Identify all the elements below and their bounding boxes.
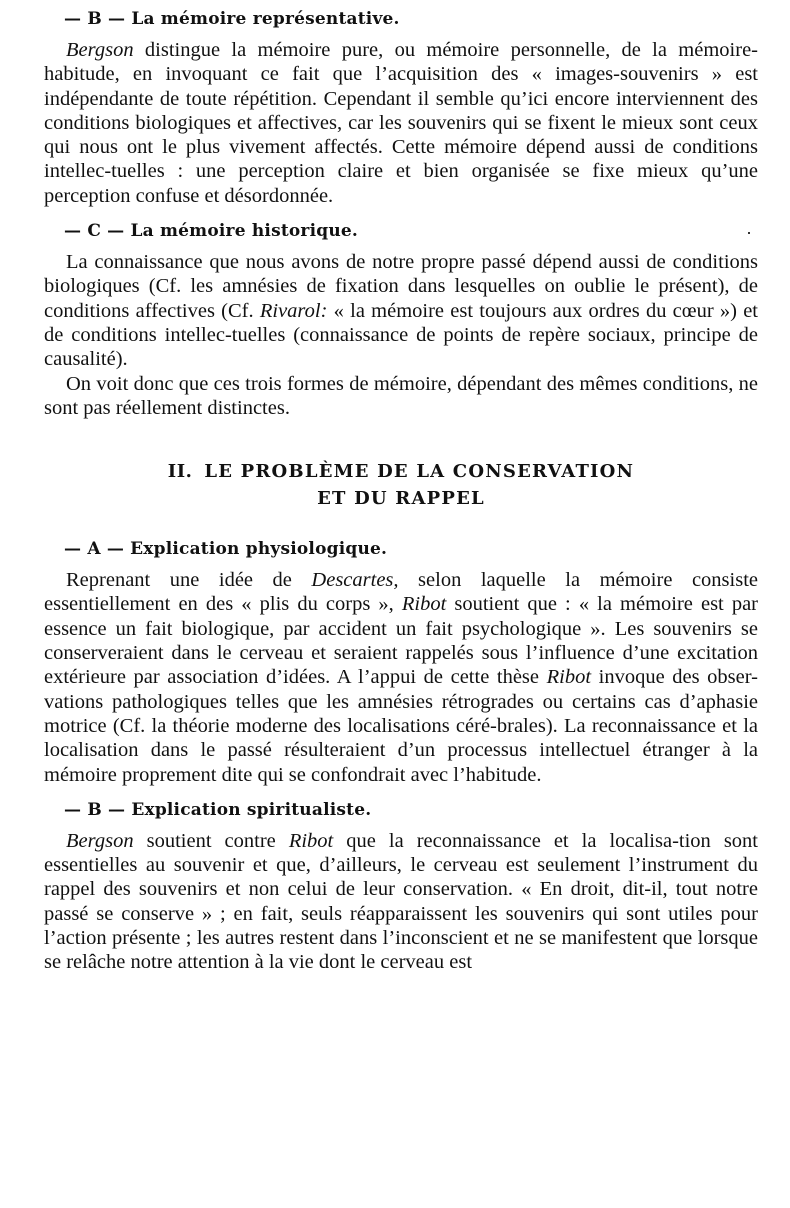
part-two-title [44,458,758,512]
paragraph-explication-spiritualiste: Bergson soutient contre Ribot que la reconnaissance et la localisa-tion sont essentielles au souvenir et que, d’ailleurs, le cerveau est seulement l’instrument du rappel des souvenirs et non celui de leur conservation. « En droit, dit-il, tout notre passé se conserve » ; en fait, seuls réapparaissent les souvenirs qui sont utiles pour l’action présente ; les autres restent dans l’inconscient et ne se manifestent que lorsque se relâche notre attention à la vie dont le cerveau est [44,829,758,974]
paragraph-memoire-historique-1: La connaissance que nous avons de notre propre passé dépend aussi de conditions biologiques (Cf. les amnésies de fixation dans lesquelles on oublie le présent), de conditions affectives (Cf. Rivarol: « la mémoire est toujours aux ordres du cœur ») et de conditions intellec-tuelles (connaissance de points de repère sociaux, principe de causalité). [44,251,758,371]
paragraph-memoire-representative: Bergson distingue la mémoire pure, ou mémoire personnelle, de la mémoire-habitude, en invoquant ce fait que l’acquisition des « images-souvenirs » est indépendante de toute répétition. Cependant il semble qu’ici encore interviennent des conditions biologiques et affectives, car les souvenirs qui se fixent le mieux sont ceux qui nous ont le plus vivement affectés. Cette mémoire dépend aussi de conditions intellec-tuelles : une perception claire et bien organisée se fixe mieux qu’une perception confuse et désordonnée. [44,39,758,207]
italic-name-bergson: Bergson [66,829,134,852]
part-title-line1: LE PROBLÈME DE LA CONSERVATION [204,461,635,483]
heading-b-memoire-representative: — B — La mémoire représentative. [64,9,400,29]
heading-b-explication-spiritualiste: — B — Explication spiritualiste. [64,799,372,820]
paragraph-explication-physiologique: Reprenant une idée de Descartes, selon laquelle la mémoire consiste essentiellement en des « plis du corps », Ribot soutient que : « la mémoire est par essence un fait biologique, par accident un fait psychologique ». Les souvenirs se conserveraient dans le cerveau et seraient rappelés sous l’influence d’une excitation extérieure par association d’idées. A l’appui de cette thèse Ribot invoque des obser-vations pathologiques telles que les amnésies rétrogrades ou certains cas d’aphasie motrice (Cf. la théorie moderne des localisations céré-brales). La reconnaissance et la localisation dans le passé résulteraient d’un processus intellectuel étranger à la mémoire proprement dite qui se confondrait avec l’habitude. [44,569,758,786]
italic-name-rivarol: Rivarol: [259,299,328,322]
italic-name-ribot: Ribot [401,593,447,616]
heading-c-memoire-historique: — C — La mémoire historique. [64,221,359,242]
italic-name-bergson: Bergson [66,39,134,61]
italic-name-ribot: Ribot [546,666,592,689]
paragraph-memoire-historique-2: On voit donc que ces trois formes de mémoire, dépendant des mêmes conditions, ne sont pas réellement distinctes. [44,372,758,419]
heading-a-explication-physiologique: — A — Explication physiologique. [64,539,388,560]
document-page [44,6,758,975]
part-title-line2: ET DU RAPPEL [317,488,485,510]
italic-name-ribot: Ribot [288,829,334,852]
part-number: II. [167,461,193,483]
print-speck [748,232,750,234]
italic-name-descartes: Descartes, [311,569,399,592]
